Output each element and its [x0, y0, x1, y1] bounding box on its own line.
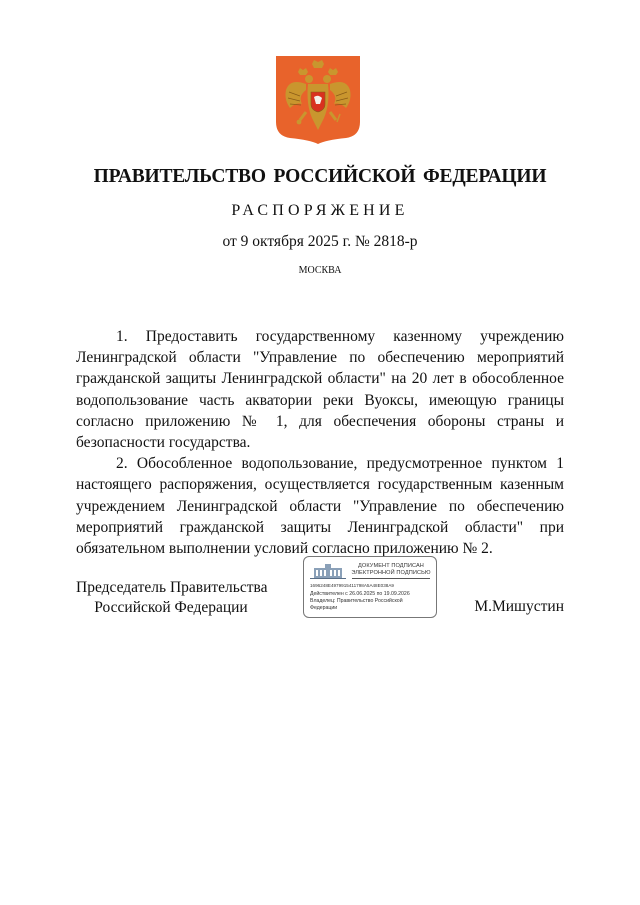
stamp-validity: Действителен с 26.06.2025 по 19.09.2026 — [310, 591, 410, 597]
signer-position — [76, 578, 266, 618]
building-icon — [310, 563, 346, 579]
stamp-certificate-serial: 1696248E4979915411798A5A48E038A9 — [310, 583, 394, 588]
signer-position-line-1: Председатель Правительства — [76, 579, 268, 596]
document-city: МОСКВА — [298, 265, 342, 276]
coat-of-arms-emblem — [276, 56, 360, 144]
government-title: ПРАВИТЕЛЬСТВО РОССИЙСКОЙ ФЕДЕРАЦИИ — [93, 166, 547, 187]
stamp-owner: Владелец: Правительство Российской Федерации — [310, 598, 403, 611]
stamp-title-line-1: ДОКУМЕНТ ПОДПИСАН — [358, 563, 424, 569]
stamp-title — [346, 563, 436, 579]
stamp-divider — [352, 578, 430, 579]
paragraph-1: 1. Предоставить государственному казенному учреждению Ленинградской области "Управление по обеспечению мероприятий гражданской защиты Ленинградской области" на 20 лет в обособленное водопользование часть акватории реки Вуоксы, имеющую границы согласно приложению № 1, для обеспечения обороны страны и безопасности государства. — [76, 328, 564, 452]
electronic-signature-stamp — [303, 556, 437, 618]
document-date-number: от 9 октября 2025 г. № 2818-р — [222, 233, 418, 250]
document-body — [76, 326, 564, 559]
signer-position-line-2: Российской Федерации — [94, 599, 248, 616]
signer-name: М.Мишустин — [474, 598, 564, 615]
stamp-title-line-2: ЭЛЕКТРОННОЙ ПОДПИСЬЮ — [351, 570, 431, 576]
document-type: РАСПОРЯЖЕНИЕ — [231, 202, 409, 219]
paragraph-2: 2. Обособленное водопользование, предусмотренное пунктом 1 настоящего распоряжения, осуществляется государственным казенным учреждением Ленинградской области "Управление по обеспечению мероприятий гражданской защиты Ленинградской области" при обязательном выполнении условий согласно приложению № 2. — [76, 455, 564, 558]
